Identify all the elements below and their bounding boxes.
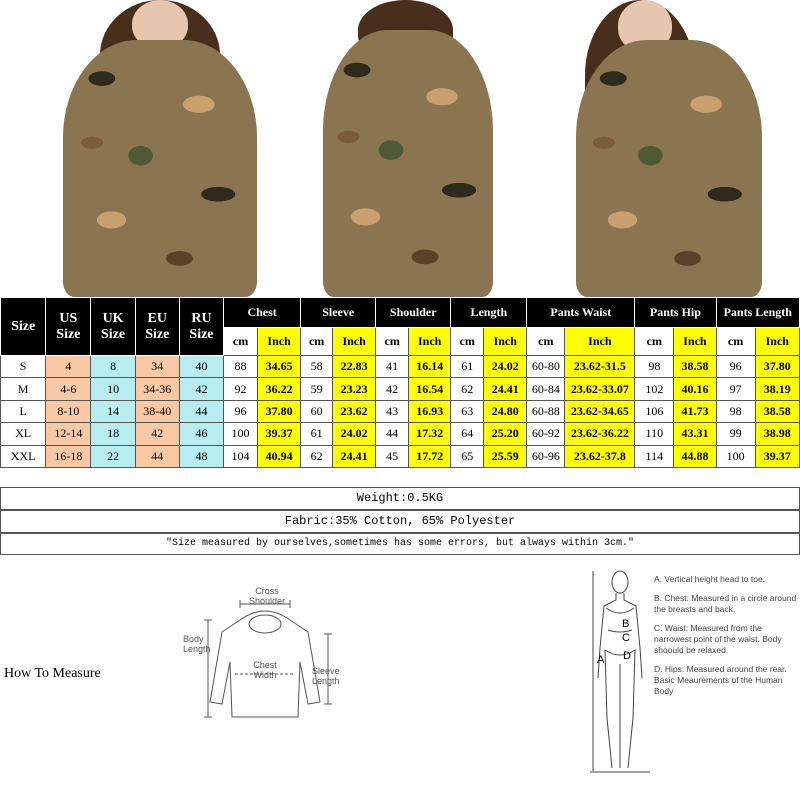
cell-length-in: 24.80 [484,400,527,422]
note-c: C. Waist: Measured from the narrowest point of the waist. Body shoould be relaxed. [654,623,782,655]
unit-inch: Inch [674,328,716,356]
cell-shoulder-in: 17.32 [409,423,451,445]
cell-waist-in: 23.62-36.22 [565,423,635,445]
header-shoulder: Shoulder [376,298,451,328]
cell-plength-in: 37.80 [755,356,799,378]
unit-inch: Inch [333,328,376,356]
cell-length-in: 24.02 [484,356,527,378]
how-to-measure-section [0,556,800,800]
mark-c: C [622,632,630,644]
unit-cm: cm [451,328,484,356]
fabric-row: Fabric:35% Cotton, 65% Polyester [0,510,800,533]
cell-eu: 38-40 [135,400,179,422]
cell-chest-in: 39.37 [258,423,301,445]
cell-hip-in: 38.58 [674,356,716,378]
header-pants-waist: Pants Waist [527,298,635,328]
cell-chest-cm: 96 [224,400,258,422]
cell-us: 4-6 [46,378,91,400]
cell-plength-cm: 96 [716,356,755,378]
header-us-size: US Size [46,298,91,356]
cell-hip-in: 43.31 [674,423,716,445]
header-ru-size: RU Size [179,298,223,356]
header-pants-length: Pants Length [716,298,799,328]
mark-a: A [597,654,605,666]
model-photo-front [55,0,265,297]
cell-us: 4 [46,356,91,378]
header-pants-hip: Pants Hip [635,298,716,328]
cell-eu: 42 [135,423,179,445]
mark-d: D [623,650,631,662]
cell-chest-cm: 92 [224,378,258,400]
cell-shoulder-in: 17.72 [409,445,451,467]
cell-uk: 22 [91,445,135,467]
size-row [1,400,800,422]
cell-uk: 18 [91,423,135,445]
sleeve-length-label: Sleeve Length [312,666,340,686]
cell-sleeve-cm: 58 [301,356,333,378]
cell-ru: 48 [179,445,223,467]
note-a: A. Vertical height head to toe. [654,574,766,584]
header-chest: Chest [224,298,301,328]
weight-row: Weight:0.5KG [0,487,800,510]
unit-cm: cm [716,328,755,356]
cell-size: XXL [1,445,46,467]
cell-waist-in: 23.62-34.65 [565,400,635,422]
header-uk-size: UK Size [91,298,135,356]
cell-sleeve-in: 23.23 [333,378,376,400]
unit-cm: cm [224,328,258,356]
cell-plength-cm: 98 [716,400,755,422]
cell-ru: 46 [179,423,223,445]
cell-ru: 40 [179,356,223,378]
cell-chest-in: 34.65 [258,356,301,378]
cell-length-in: 25.20 [484,423,527,445]
cell-length-in: 24.41 [484,378,527,400]
note-b: B. Chest: Measured in a circle around the breasts and back. [654,593,797,614]
body-diagram [590,568,650,778]
header-eu-size: EU Size [135,298,179,356]
note-d: D. Hips: Measured around the rear. Basic Meaurements of the Human Body [654,664,787,696]
cell-length-cm: 63 [451,400,484,422]
size-chart [0,297,800,468]
cell-waist-cm: 60-88 [527,400,565,422]
cell-sleeve-cm: 62 [301,445,333,467]
product-photos [0,0,800,297]
cell-eu: 34-36 [135,378,179,400]
unit-inch: Inch [484,328,527,356]
unit-cm: cm [635,328,674,356]
cell-sleeve-in: 22.83 [333,356,376,378]
cell-hip-cm: 102 [635,378,674,400]
cell-chest-in: 36.22 [258,378,301,400]
cell-shoulder-cm: 45 [376,445,409,467]
measurement-notes [654,574,799,705]
cell-size: XL [1,423,46,445]
cell-shoulder-in: 16.54 [409,378,451,400]
cell-plength-cm: 97 [716,378,755,400]
cell-ru: 44 [179,400,223,422]
unit-cm: cm [376,328,409,356]
cell-shoulder-cm: 44 [376,423,409,445]
mark-b: B [622,618,630,630]
cell-hip-in: 44.88 [674,445,716,467]
cell-waist-cm: 60-80 [527,356,565,378]
cell-sleeve-in: 24.02 [333,423,376,445]
cell-hip-cm: 98 [635,356,674,378]
cell-sleeve-cm: 59 [301,378,333,400]
cell-waist-cm: 60-84 [527,378,565,400]
cell-uk: 8 [91,356,135,378]
unit-inch: Inch [755,328,799,356]
cell-length-cm: 65 [451,445,484,467]
cell-sleeve-cm: 60 [301,400,333,422]
cell-shoulder-cm: 43 [376,400,409,422]
cell-waist-in: 23.62-37.8 [565,445,635,467]
cell-ru: 42 [179,378,223,400]
cell-eu: 34 [135,356,179,378]
cell-us: 16-18 [46,445,91,467]
cell-length-cm: 64 [451,423,484,445]
cross-shoulder-label: Cross Shoulder [248,586,286,606]
cell-plength-in: 38.98 [755,423,799,445]
cell-uk: 14 [91,400,135,422]
unit-inch: Inch [565,328,635,356]
cell-us: 8-10 [46,400,91,422]
cell-shoulder-cm: 42 [376,378,409,400]
cell-hip-in: 41.73 [674,400,716,422]
cell-uk: 10 [91,378,135,400]
cell-length-cm: 62 [451,378,484,400]
cell-size: S [1,356,46,378]
cell-shoulder-in: 16.93 [409,400,451,422]
cell-size: L [1,400,46,422]
cell-waist-in: 23.62-33.07 [565,378,635,400]
cell-shoulder-in: 16.14 [409,356,451,378]
unit-inch: Inch [258,328,301,356]
model-photo-back [318,0,498,297]
cell-chest-cm: 104 [224,445,258,467]
cell-waist-in: 23.62-31.5 [565,356,635,378]
cell-hip-cm: 114 [635,445,674,467]
header-size: Size [1,298,46,356]
size-row [1,378,800,400]
size-row [1,356,800,378]
cell-hip-in: 40.16 [674,378,716,400]
cell-waist-cm: 60-92 [527,423,565,445]
chest-width-label: Chest Width [253,660,277,680]
how-to-measure-label: How To Measure [4,666,101,681]
cell-chest-in: 40.94 [258,445,301,467]
cell-length-cm: 61 [451,356,484,378]
cell-eu: 44 [135,445,179,467]
cell-waist-cm: 60-96 [527,445,565,467]
cell-chest-cm: 100 [224,423,258,445]
cell-hip-cm: 106 [635,400,674,422]
cell-us: 12-14 [46,423,91,445]
model-photo-side [570,0,770,297]
cell-sleeve-in: 23.62 [333,400,376,422]
unit-inch: Inch [409,328,451,356]
cell-chest-cm: 88 [224,356,258,378]
unit-cm: cm [527,328,565,356]
cell-shoulder-cm: 41 [376,356,409,378]
note-row: "Size measured by ourselves,sometimes has some errors, but always within 3cm." [0,533,800,555]
cell-plength-cm: 100 [716,445,755,467]
header-length: Length [451,298,527,328]
cell-chest-in: 37.80 [258,400,301,422]
unit-cm: cm [301,328,333,356]
cell-length-in: 25.59 [484,445,527,467]
cell-plength-in: 38.58 [755,400,799,422]
cell-plength-in: 39.37 [755,445,799,467]
size-row [1,423,800,445]
cell-size: M [1,378,46,400]
cell-sleeve-in: 24.41 [333,445,376,467]
cell-hip-cm: 110 [635,423,674,445]
size-row [1,445,800,467]
cell-plength-in: 38.19 [755,378,799,400]
cell-sleeve-cm: 61 [301,423,333,445]
body-length-label: Body Length [183,634,211,654]
cell-plength-cm: 99 [716,423,755,445]
header-sleeve: Sleeve [301,298,376,328]
